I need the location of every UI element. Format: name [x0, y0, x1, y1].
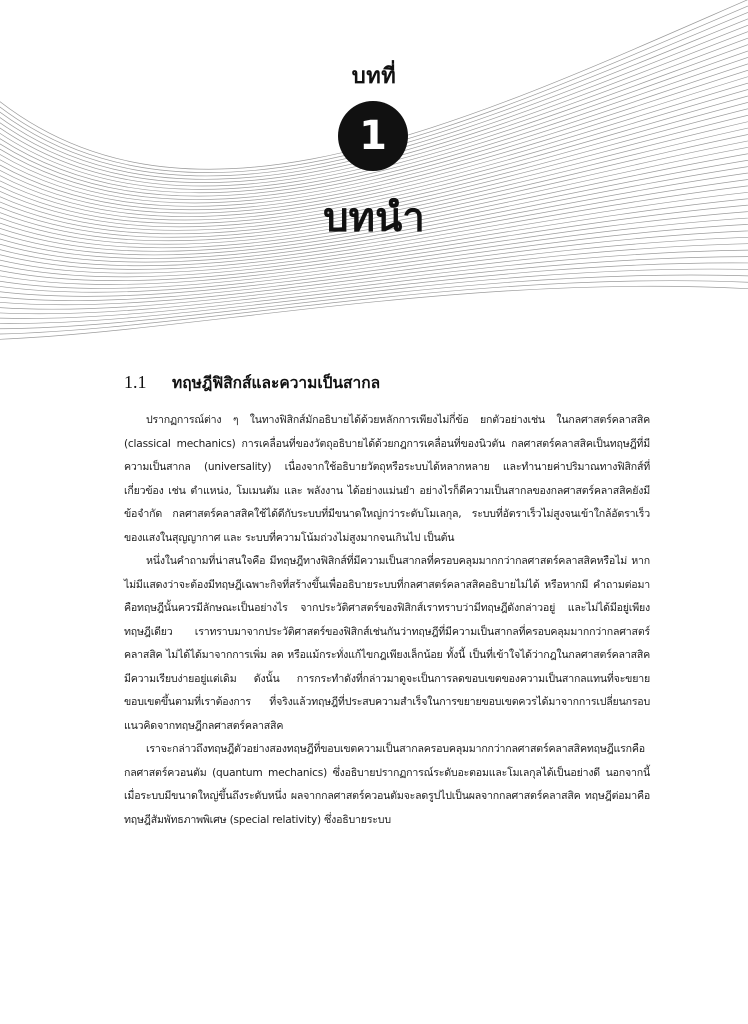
section-heading — [124, 370, 650, 395]
chapter-label: บทที่ — [351, 64, 397, 89]
chapter-number: 1 — [359, 113, 387, 159]
page-content — [124, 370, 650, 832]
section-number: 1.1 — [124, 372, 147, 392]
paragraph: หนึ่งในคำถามที่น่าสนใจคือ มีทฤษฎีทางฟิสิกส์ที่มีความเป็นสากลที่ครอบคลุมมากกว่ากลศาสตร์คลาสสิคหรือไม่ หากไม่มีแสดงว่าจะต้องมีทฤษฎีเฉพาะกิจที่สร้างขึ้นเพื่ออธิบายระบบที่กลศาสตร์คลาสสิคอธิบายไม่ได้ หรือหากมี คำถามต่อมาคือทฤษฎีนั้นควรมีลักษณะเป็นอย่างไร จากประวัติศาสตร์ของฟิสิกส์เราทราบว่ามีทฤษฎีดังกล่าวอยู่ และไม่ได้มีอยู่เพียงทฤษฎีเดียว เราทราบมาจากประวัติศาสตร์ของฟิสิกส์เช่นกันว่าทฤษฎีที่มีความเป็นสากลที่ครอบคลุมมากกว่ากลศาสตร์คลาสสิค ไม่ได้ได้มาจากการเพิ่ม ลด หรือแม้กระทั่งแก้ไขกฎเพียงเล็กน้อย ทั้งนี้ เป็นที่เข้าใจได้ว่ากฎในกลศาสตร์คลาสสิคมีความเรียบง่ายอยู่แต่เดิม ดังนั้น การกระทำดังที่กล่าวมาดูจะเป็นการลดขอบเขตของความเป็นสากลแทนที่จะขยายขอบเขตขึ้นตามที่เราต้องการ ที่จริงแล้วทฤษฎีที่ประสบความสำเร็จในการขยายขอบเขตควรได้มาจากการเปลี่ยนกรอบแนวคิดจากทฤษฎีกลศาสตร์คลาสสิค — [124, 555, 650, 732]
chapter-number-badge — [338, 101, 408, 171]
paragraph: ปรากฏการณ์ต่าง ๆ ในทางฟิสิกส์มักอธิบายได้ด้วยหลักการเพียงไม่กี่ข้อ ยกตัวอย่างเช่น ในกลศาสตร์คลาสสิค (classical mechanics) การเคลื่อนที่ของวัตถุอธิบายได้ด้วยกฎการเคลื่อนที่ของนิวตัน กลศาสตร์คลาสสิคเป็นทฤษฎีที่มีความเป็นสากล (universality) เนื่องจากใช้อธิบายวัตถุหรือระบบได้หลากหลาย และทำนายค่าปริมาณทางฟิสิกส์ที่เกี่ยวข้อง เช่น ตำแหน่ง, โมเมนตัม และ พลังงาน ได้อย่างแม่นยำ อย่างไรก็ดีความเป็นสากลของกลศาสตร์คลาสสิคยังมีข้อจำกัด กลศาสตร์คลาสสิคใช้ได้ดีกับระบบที่มีขนาดใหญ่กว่าระดับโมเลกุล, ระบบที่อัตราเร็วไม่สูงจนเข้าใกล้อัตราเร็วของแสงในสุญญากาศ และ ระบบที่ความโน้มถ่วงไม่สูงมากจนเกินไป เป็นต้น — [124, 414, 650, 544]
chapter-header — [0, 0, 748, 345]
chapter-title: บทนำ — [323, 195, 425, 241]
paragraph: เราจะกล่าวถึงทฤษฎีตัวอย่างสองทฤษฎีที่ขอบเขตความเป็นสากลครอบคลุมมากกว่ากลศาสตร์คลาสสิคทฤษฎีแรกคือกลศาสตร์ควอนตัม (quantum mechanics) ซึ่งอธิบายปรากฏการณ์ระดับอะตอมและโมเลกุลได้เป็นอย่างดี นอกจากนี้ เมื่อระบบมีขนาดใหญ่ขึ้นถึงระดับหนึ่ง ผลจากกลศาสตร์ควอนตัมจะลดรูปไปเป็นผลจากกลศาสตร์คลาสสิค ทฤษฎีต่อมาคือทฤษฎีสัมพัทธภาพพิเศษ (special relativity) ซึ่งอธิบายระบบ — [124, 743, 650, 826]
section-title: ทฤษฎีฟิสิกส์และความเป็นสากล — [172, 374, 381, 392]
